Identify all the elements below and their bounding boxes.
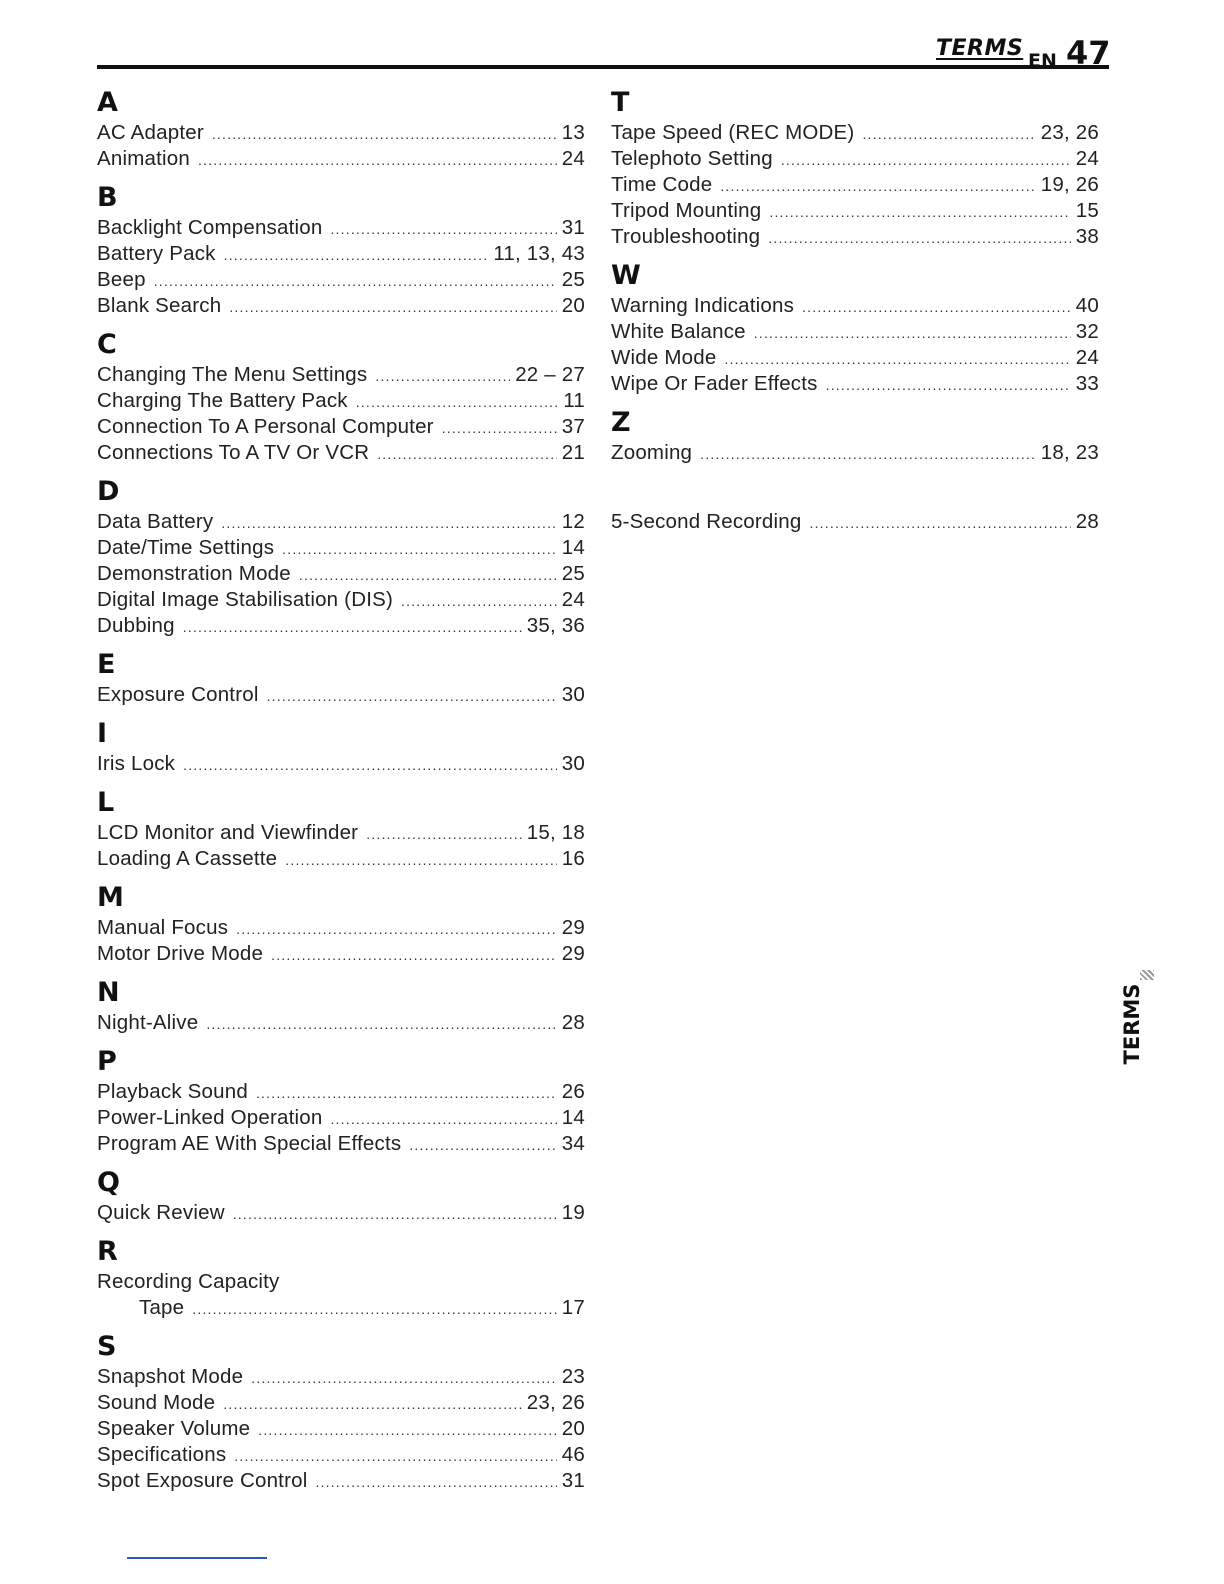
index-page-ref: 37	[561, 415, 585, 438]
index-term: Warning Indications	[611, 294, 795, 317]
index-term: Speaker Volume	[97, 1417, 251, 1440]
dot-leader	[251, 1365, 557, 1391]
index-group-gap	[611, 475, 1099, 509]
dot-leader	[802, 294, 1071, 320]
index-page-ref: 19, 26	[1040, 173, 1099, 196]
index-letter-heading: N	[97, 977, 120, 1008]
index-entry-list	[97, 751, 585, 777]
dot-leader	[271, 942, 557, 968]
dot-leader	[401, 588, 557, 614]
dot-leader	[810, 510, 1071, 536]
index-entry	[611, 345, 1099, 371]
index-entry	[97, 561, 585, 587]
index-letter-heading: A	[97, 87, 118, 118]
index-term: Wipe Or Fader Effects	[611, 372, 818, 395]
index-entry	[97, 215, 585, 241]
index-entry-list	[97, 362, 585, 466]
index-entry-list	[97, 915, 585, 967]
dot-leader	[330, 216, 556, 242]
dot-leader	[781, 147, 1071, 173]
index-term: Specifications	[97, 1443, 227, 1466]
index-term: Playback Sound	[97, 1080, 248, 1103]
index-page-ref: 24	[1075, 147, 1099, 170]
index-page-ref: 28	[1075, 510, 1099, 533]
dot-leader	[236, 916, 557, 942]
index-page-ref: 34	[561, 1132, 585, 1155]
index-entry	[611, 120, 1099, 146]
header-rule	[97, 65, 1109, 69]
index-entry-list	[611, 293, 1099, 397]
index-page-ref: 30	[561, 683, 585, 706]
dot-leader	[826, 372, 1071, 398]
dot-leader	[768, 225, 1071, 251]
index-entry-list	[97, 1200, 585, 1226]
dot-leader	[183, 614, 522, 640]
index-letter-heading: I	[97, 718, 108, 749]
dot-leader	[212, 121, 557, 147]
index-entry	[97, 846, 585, 872]
index-page-ref: 38	[1075, 225, 1099, 248]
index-term: Recording Capacity	[97, 1270, 280, 1293]
index-letter-heading: C	[97, 329, 117, 360]
index-term: Quick Review	[97, 1201, 225, 1224]
index-entry	[97, 1269, 585, 1295]
index-entry	[611, 293, 1099, 319]
index-entry	[97, 820, 585, 846]
index-term: Date/Time Settings	[97, 536, 275, 559]
index-entry	[97, 241, 585, 267]
index-entry	[97, 941, 585, 967]
side-tab-label: TERMS	[1120, 983, 1144, 1065]
index-term: Tripod Mounting	[611, 199, 762, 222]
index-entry	[97, 751, 585, 777]
index-term: Motor Drive Mode	[97, 942, 264, 965]
index-entry	[97, 120, 585, 146]
index-entry	[97, 613, 585, 639]
index-entry-list	[97, 120, 585, 172]
index-term: Blank Search	[97, 294, 222, 317]
index-page-ref: 19	[561, 1201, 585, 1224]
index-page-ref: 33	[1075, 372, 1099, 395]
footer-line	[127, 1557, 267, 1559]
index-term: 5-Second Recording	[611, 510, 802, 533]
dot-leader	[375, 363, 510, 389]
index-entry	[611, 224, 1099, 250]
dot-leader	[154, 268, 557, 294]
dot-leader	[221, 510, 556, 536]
index-term: Iris Lock	[97, 752, 176, 775]
index-letter-heading: E	[97, 649, 116, 680]
index-entry-list	[97, 1010, 585, 1036]
index-letter-heading: T	[611, 87, 630, 118]
index-entry	[97, 509, 585, 535]
index-page-ref: 35, 36	[526, 614, 585, 637]
dot-leader	[409, 1132, 556, 1158]
index-entry-list	[611, 120, 1099, 250]
index-page-ref: 24	[1075, 346, 1099, 369]
index-letter-heading: M	[97, 882, 124, 913]
index-term: Sound Mode	[97, 1391, 216, 1414]
dot-leader	[299, 562, 557, 588]
index-term: Power-Linked Operation	[97, 1106, 323, 1129]
index-entry	[97, 587, 585, 613]
index-entry	[97, 1364, 585, 1390]
index-entry-list	[611, 509, 1099, 535]
index-entry	[611, 371, 1099, 397]
index-entry	[97, 1442, 585, 1468]
index-entry	[97, 1416, 585, 1442]
index-term: Charging The Battery Pack	[97, 389, 348, 412]
index-page-ref: 29	[561, 942, 585, 965]
index-page-ref: 23, 26	[1040, 121, 1099, 144]
index-term: Connection To A Personal Computer	[97, 415, 434, 438]
index-letter-heading: D	[97, 476, 120, 507]
dot-leader	[330, 1106, 556, 1132]
index-page-ref: 46	[561, 1443, 585, 1466]
index-page-ref: 32	[1075, 320, 1099, 343]
index-page-ref: 13	[561, 121, 585, 144]
dot-leader	[862, 121, 1035, 147]
index-term: AC Adapter	[97, 121, 204, 144]
index-letter-heading: Z	[611, 407, 631, 438]
page-number: 47	[1066, 34, 1111, 72]
dot-leader	[282, 536, 557, 562]
index-page-ref: 14	[561, 536, 585, 559]
dot-leader	[377, 441, 557, 467]
index-term: Backlight Compensation	[97, 216, 323, 239]
index-page-ref: 11	[563, 389, 585, 412]
index-term: Connections To A TV Or VCR	[97, 441, 370, 464]
index-entry	[611, 440, 1099, 466]
index-page-ref: 24	[561, 147, 585, 170]
index-entry	[97, 535, 585, 561]
index-entry	[97, 1468, 585, 1494]
index-page-ref: 22 – 27	[515, 363, 585, 386]
dot-leader	[356, 389, 559, 415]
index-left-column	[97, 84, 585, 1503]
index-letter-heading: R	[97, 1236, 118, 1267]
index-letter-heading: W	[611, 260, 641, 291]
index-page-ref: 20	[561, 1417, 585, 1440]
index-page-ref: 15, 18	[526, 821, 585, 844]
index-term: Loading A Cassette	[97, 847, 278, 870]
index-term: LCD Monitor and Viewfinder	[97, 821, 359, 844]
index-letter-heading: B	[97, 182, 118, 213]
index-term: Dubbing	[97, 614, 175, 637]
index-term: Telephoto Setting	[611, 147, 773, 170]
index-letter-heading: L	[97, 787, 115, 818]
dot-leader	[256, 1080, 557, 1106]
index-term: Tape Speed (REC MODE)	[611, 121, 855, 144]
index-page-ref: 31	[561, 1469, 585, 1492]
index-entry	[97, 362, 585, 388]
index-page-ref: 24	[561, 588, 585, 611]
index-entry-list	[97, 215, 585, 319]
index-page-ref: 23, 26	[526, 1391, 585, 1414]
dot-leader	[442, 415, 557, 441]
index-term: Night-Alive	[97, 1011, 199, 1034]
dot-leader	[233, 1201, 557, 1227]
index-entry	[97, 388, 585, 414]
index-page-ref: 20	[561, 294, 585, 317]
index-page-ref: 14	[561, 1106, 585, 1129]
index-entry-list	[97, 1364, 585, 1494]
index-term: Time Code	[611, 173, 713, 196]
language-code: EN	[1028, 50, 1057, 72]
index-page-ref: 25	[561, 268, 585, 291]
dot-leader	[724, 346, 1070, 372]
index-entry	[97, 1079, 585, 1105]
side-tab	[1110, 970, 1154, 1065]
index-term: Animation	[97, 147, 190, 170]
index-entry-list	[611, 440, 1099, 466]
index-entry	[97, 1131, 585, 1157]
dot-leader	[234, 1443, 557, 1469]
index-entry	[97, 915, 585, 941]
dot-leader	[754, 320, 1071, 346]
index-page-ref: 31	[561, 216, 585, 239]
index-right-column	[611, 84, 1099, 544]
index-term: Beep	[97, 268, 146, 291]
index-term: Spot Exposure Control	[97, 1469, 308, 1492]
dot-leader	[267, 683, 557, 709]
index-entry	[611, 172, 1099, 198]
index-term: Demonstration Mode	[97, 562, 291, 585]
index-page-ref: 23	[561, 1365, 585, 1388]
index-term: Battery Pack	[97, 242, 216, 265]
index-page-ref: 16	[561, 847, 585, 870]
index-entry-list	[97, 820, 585, 872]
index-entry	[97, 1105, 585, 1131]
dot-leader	[720, 173, 1035, 199]
index-page-ref: 11, 13, 43	[493, 242, 585, 265]
index-letter-heading: S	[97, 1331, 117, 1362]
index-page-ref: 30	[561, 752, 585, 775]
dot-leader	[769, 199, 1070, 225]
index-page-ref: 18, 23	[1040, 441, 1099, 464]
dot-leader	[192, 1296, 557, 1322]
index-letter-heading: Q	[97, 1167, 120, 1198]
dot-leader	[258, 1417, 557, 1443]
index-entry	[97, 440, 585, 466]
index-letter-heading: P	[97, 1046, 117, 1077]
index-entry-list	[97, 1269, 585, 1321]
dot-leader	[198, 147, 557, 173]
index-page-ref: 12	[561, 510, 585, 533]
index-entry	[611, 319, 1099, 345]
index-page-ref: 29	[561, 916, 585, 939]
section-title: TERMS	[936, 36, 1024, 61]
index-entry	[97, 293, 585, 319]
index-entry	[97, 1295, 585, 1321]
index-page-ref: 26	[561, 1080, 585, 1103]
index-term: Zooming	[611, 441, 693, 464]
dot-leader	[315, 1469, 556, 1495]
index-term: Troubleshooting	[611, 225, 761, 248]
index-entry	[611, 146, 1099, 172]
index-page-ref: 28	[561, 1011, 585, 1034]
dot-leader	[366, 821, 522, 847]
index-term: Changing The Menu Settings	[97, 363, 368, 386]
dot-leader	[223, 1391, 522, 1417]
index-term: Program AE With Special Effects	[97, 1132, 402, 1155]
index-entry-list	[97, 1079, 585, 1157]
index-entry-list	[97, 682, 585, 708]
index-term: Exposure Control	[97, 683, 259, 706]
index-entry	[611, 198, 1099, 224]
index-page-ref: 17	[561, 1296, 585, 1319]
index-entry	[611, 509, 1099, 535]
dot-leader	[229, 294, 556, 320]
index-entry	[97, 146, 585, 172]
index-entry	[97, 1390, 585, 1416]
index-term: Digital Image Stabilisation (DIS)	[97, 588, 393, 611]
dot-leader	[700, 441, 1036, 467]
index-page-ref: 40	[1075, 294, 1099, 317]
side-tab-hatch	[1140, 970, 1154, 980]
index-page-ref: 21	[561, 441, 585, 464]
index-page-ref: 25	[561, 562, 585, 585]
index-entry	[97, 1010, 585, 1036]
index-entry	[97, 267, 585, 293]
index-entry-list	[97, 509, 585, 639]
index-term: Wide Mode	[611, 346, 717, 369]
index-term: Manual Focus	[97, 916, 229, 939]
index-term: Tape	[139, 1296, 185, 1319]
index-term: White Balance	[611, 320, 746, 343]
index-entry	[97, 414, 585, 440]
dot-leader	[285, 847, 557, 873]
dot-leader	[206, 1011, 556, 1037]
index-entry	[97, 1200, 585, 1226]
dot-leader	[224, 242, 489, 268]
index-term: Data Battery	[97, 510, 214, 533]
dot-leader	[183, 752, 557, 778]
index-page-ref: 15	[1075, 199, 1099, 222]
index-term: Snapshot Mode	[97, 1365, 244, 1388]
index-entry	[97, 682, 585, 708]
